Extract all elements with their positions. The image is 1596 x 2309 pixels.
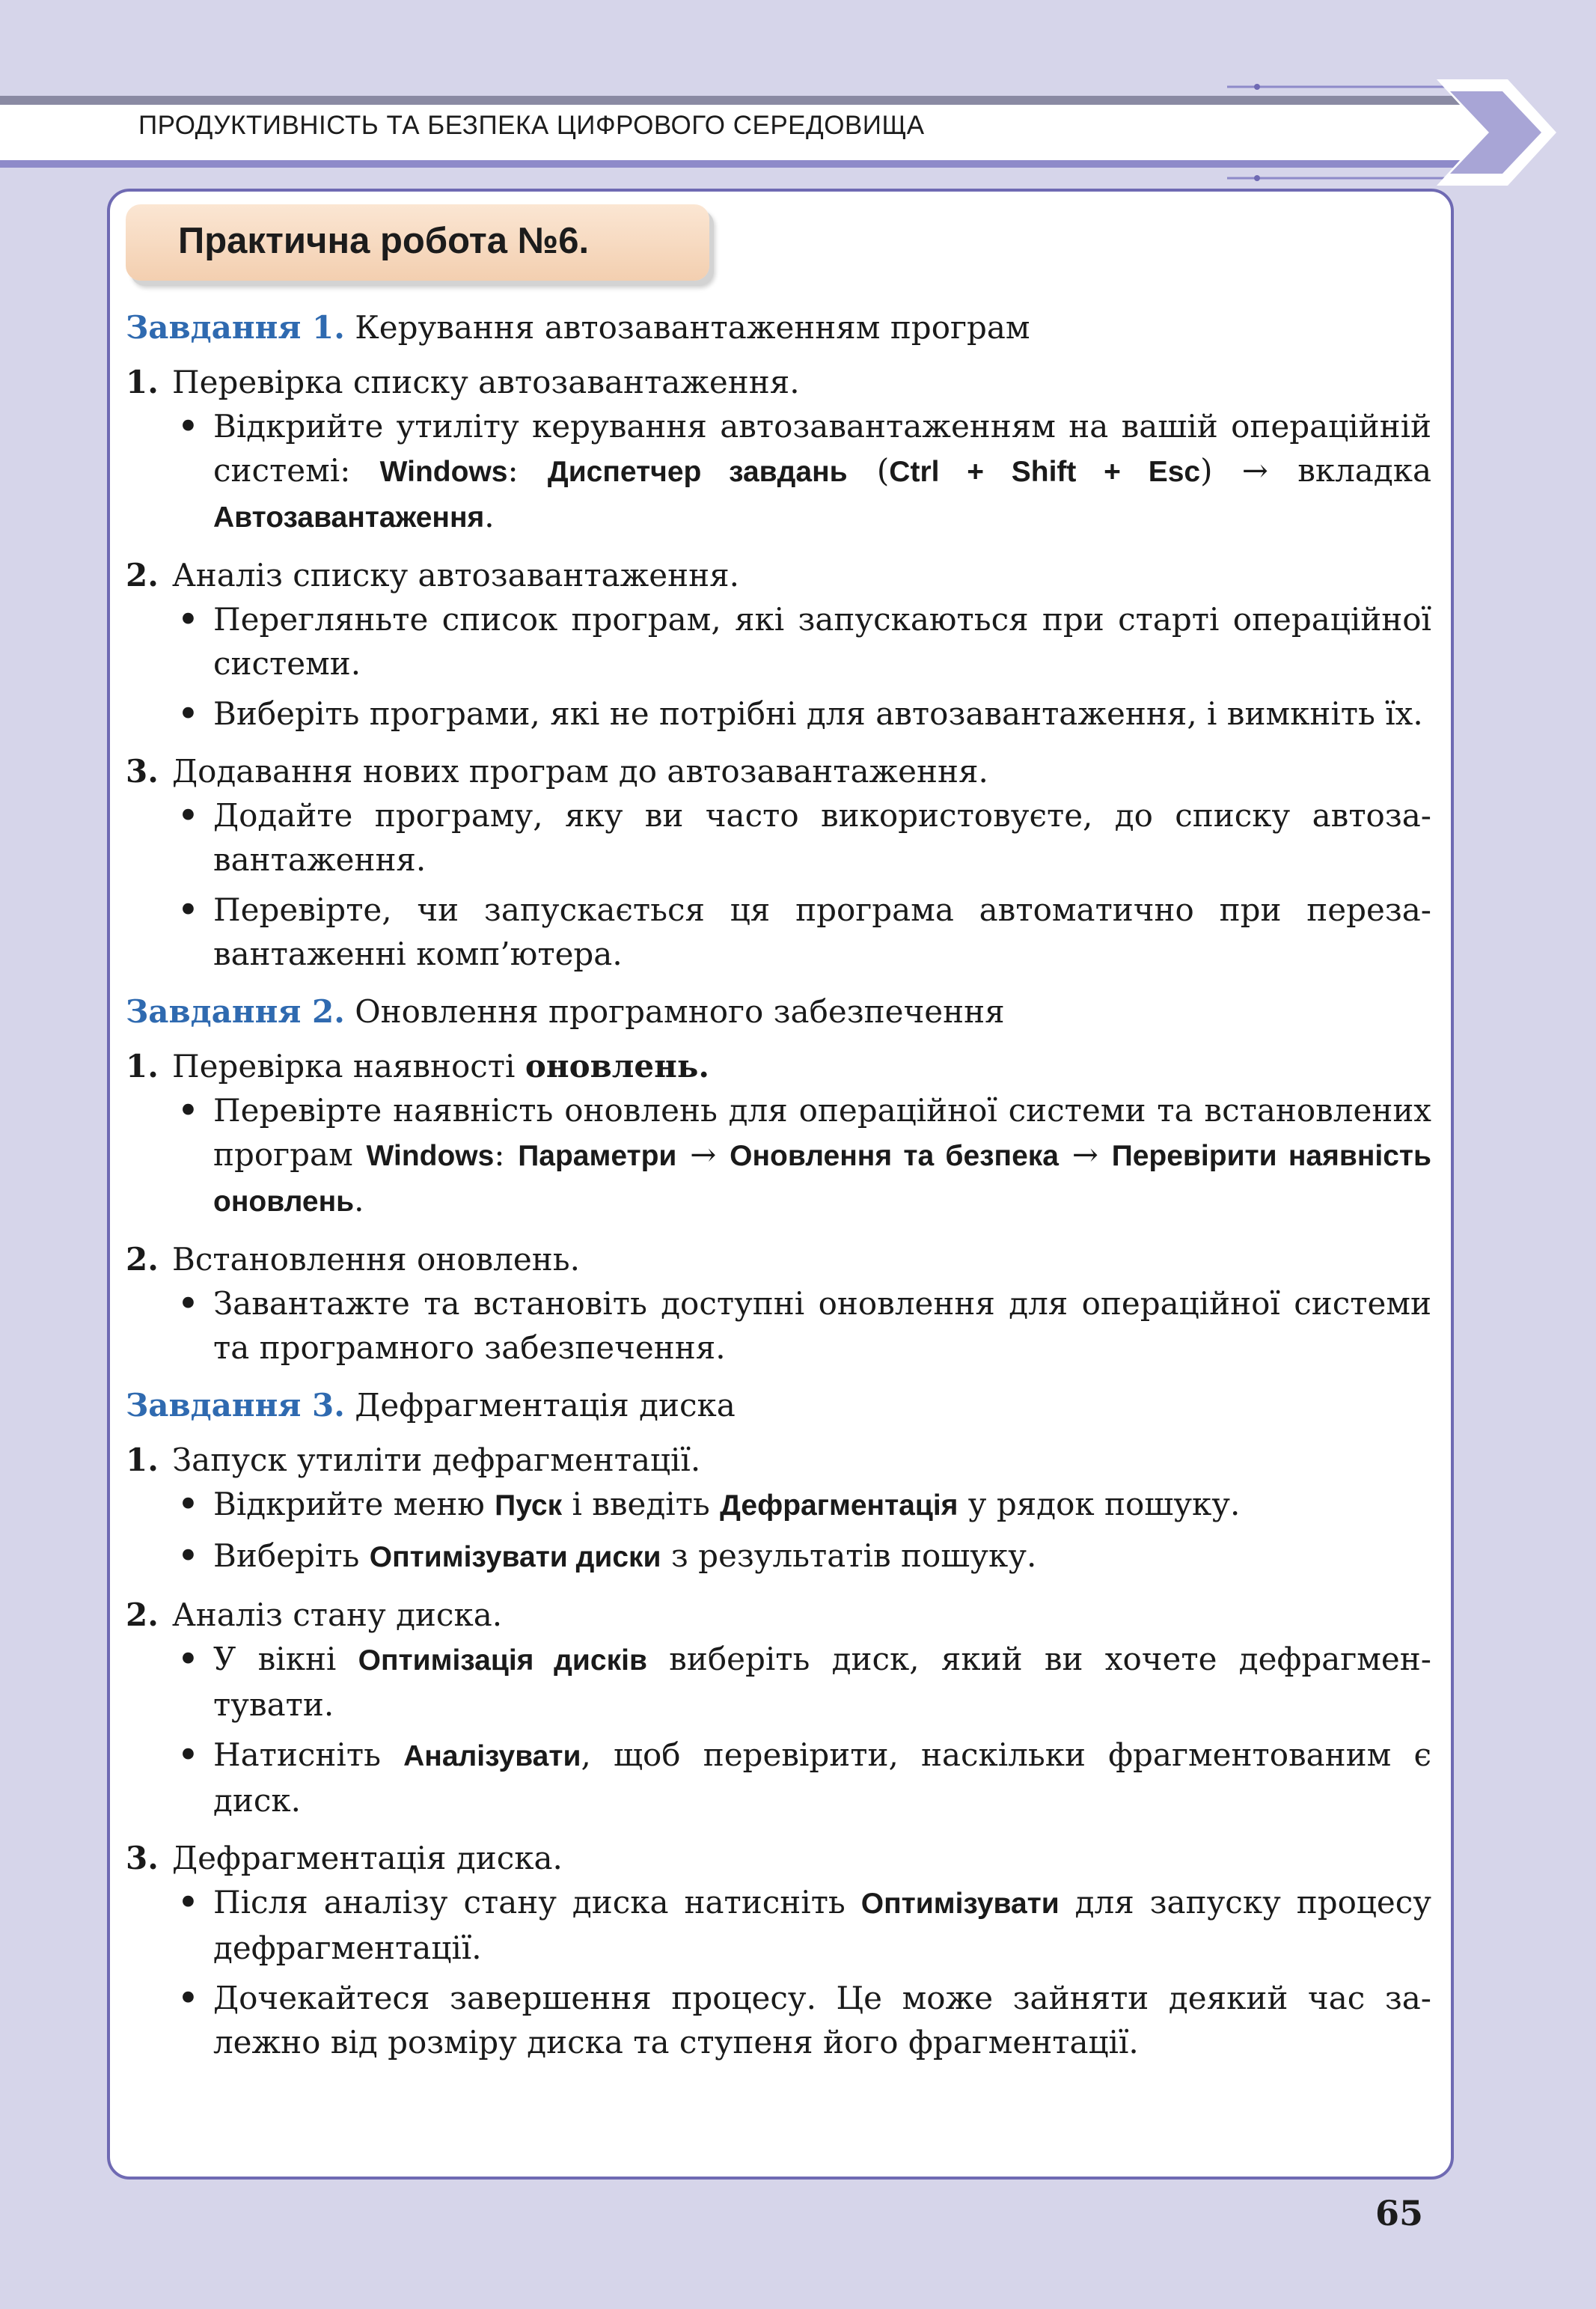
- step-title: Дефрагментація диска.: [172, 1840, 563, 1876]
- task-label: Завдання 1.: [126, 309, 345, 346]
- bullet-item: • Додайте програму, яку ви часто використовуєте, до списку автозавантаження.: [126, 793, 1431, 882]
- bullet-item: • Завантажте та встановіть доступні оновлення для операційної системи та програмного забезпечення.: [126, 1281, 1431, 1370]
- step-title: Перевірка списку автозавантаження.: [172, 364, 800, 400]
- practical-work-content: [126, 305, 1431, 2078]
- task-title: Дефрагментація диска: [355, 1387, 736, 1424]
- step-title: Аналіз списку автозавантаження.: [172, 557, 739, 594]
- task-title: Оновлення програмного забезпечення: [355, 993, 1005, 1030]
- task-title: Керування автозавантаженням програм: [355, 309, 1030, 346]
- task-label: Завдання 2.: [126, 993, 345, 1030]
- bullet-item: • Натисніть Аналізувати, щоб перевірити, наскільки фрагментованим є диск.: [126, 1733, 1431, 1823]
- task-1-step-1: [126, 360, 1431, 540]
- step-number: 3.: [126, 1840, 159, 1876]
- task-1: [126, 305, 1431, 350]
- step-number: 1.: [126, 1442, 159, 1478]
- task-2-step-1: [126, 1044, 1431, 1224]
- task-2: [126, 989, 1431, 1034]
- step-title: Встановлення оновлень.: [172, 1241, 580, 1278]
- section-header-title: ПРОДУКТИВНІСТЬ ТА БЕЗПЕКА ЦИФРОВОГО СЕРЕДОВИЩА: [138, 111, 925, 140]
- page-number: 65: [1375, 2193, 1424, 2233]
- task-3-step-2: [126, 1593, 1431, 1823]
- step-title: Аналіз стану диска.: [172, 1596, 503, 1633]
- header-arrow-icon: [1212, 69, 1564, 196]
- step-title-bold: оновлень.: [525, 1048, 709, 1085]
- bullet-item: • Дочекайтеся завершення процесу. Це може зайняти деякий час залежно від розміру диска та ступеня його фрагментації.: [126, 1976, 1431, 2064]
- task-3-step-3: [126, 1836, 1431, 2064]
- step-title: Перевірка наявності: [172, 1048, 525, 1085]
- task-1-step-2: [126, 553, 1431, 736]
- bullet-item: • Перевірте наявність оновлень для операційної системи та встановлених програм Windows: Параметри → Оновлення та безпека → Перевірити наявність оновлень.: [126, 1088, 1431, 1224]
- bullet-item: • Перегляньте список програм, які запускаються при старті операційної системи.: [126, 597, 1431, 686]
- step-number: 2.: [126, 557, 159, 594]
- task-label: Завдання 3.: [126, 1387, 345, 1424]
- task-1-step-3: [126, 749, 1431, 976]
- step-number: 1.: [126, 364, 159, 400]
- bullet-item: • Перевірте, чи запускається ця програма автоматично при перезавантаженні комп’ютера.: [126, 888, 1431, 976]
- step-title: Запуск утиліти дефрагментації.: [172, 1442, 701, 1478]
- task-3-step-1: [126, 1438, 1431, 1579]
- task-3: [126, 1383, 1431, 1427]
- step-number: 1.: [126, 1048, 159, 1085]
- step-number: 2.: [126, 1241, 159, 1278]
- bullet-item: • Після аналізу стану диска натисніть Оптимізувати для запуску процесу дефрагментації.: [126, 1880, 1431, 1970]
- bullet-item: • Виберіть Оптимізувати диски з результатів пошуку.: [126, 1534, 1431, 1579]
- practical-work-title: Практична робота №6.: [178, 221, 590, 261]
- bullet-item: • У вікні Оптимізація дисків виберіть диск, який ви хочете дефрагментувати.: [126, 1637, 1431, 1727]
- task-2-step-2: [126, 1237, 1431, 1370]
- step-number: 2.: [126, 1596, 159, 1633]
- bullet-item: • Виберіть програми, які не потрібні для автозавантаження, і вимкніть їх.: [126, 692, 1431, 736]
- step-title: Додавання нових програм до автозавантаження.: [172, 753, 988, 790]
- bullet-item: • Відкрийте утиліту керування автозавантаженням на вашій операційній системі: Windows: Диспетчер завдань (Ctrl + Shift + Esc) → вкладка Автозавантаження.: [126, 404, 1431, 540]
- step-number: 3.: [126, 753, 159, 790]
- bullet-item: • Відкрийте меню Пуск і введіть Дефрагментація у рядок пошуку.: [126, 1482, 1431, 1528]
